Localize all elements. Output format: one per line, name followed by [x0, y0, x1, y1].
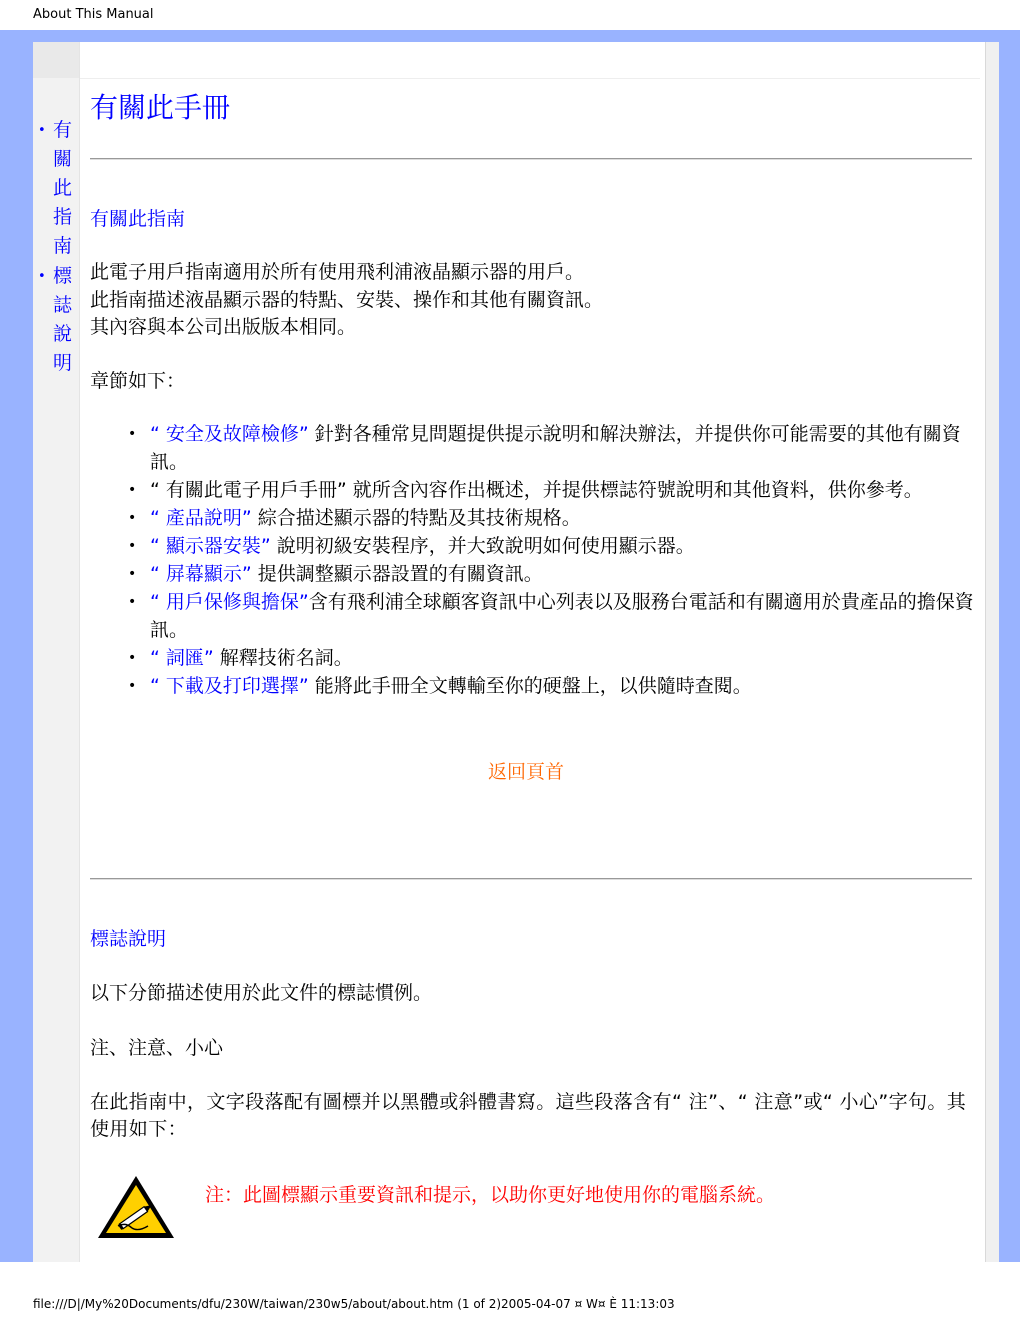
list-item [128, 588, 978, 644]
list-bullet: • [128, 482, 137, 498]
nav-bullet: • [38, 269, 46, 284]
list-bullet: • [128, 566, 137, 582]
window-title: About This Manual [33, 7, 154, 22]
list-bullet: • [128, 538, 137, 554]
nav-item-about-guide[interactable] [38, 116, 76, 266]
notation-body: 在此指南中，文字段落配有圖標并以黑體或斜體書寫。這些段落含有“ 注”、“ 注意”或“ 小心”字句。其使用如下： [90, 1091, 967, 1140]
chapter-link-osd[interactable]: “ 屏幕顯示” [150, 563, 252, 585]
list-bullet: • [128, 594, 137, 610]
section-heading-about-guide: 有關此指南 [90, 208, 186, 230]
chapter-desc: 針對各種常見問題提供提示說明和解決辦法，并提供你可能需要的其他有關資訊。 [150, 423, 961, 473]
chapter-desc: 就所含內容作出概述，并提供標誌符號說明和其他資料，供你參考。 [346, 479, 923, 501]
chapter-link-safety[interactable]: “ 安全及故障檢修” [150, 423, 309, 445]
chapters-intro: 章節如下： [90, 370, 186, 392]
list-item [128, 560, 978, 588]
file-path-footer: file:///D|/My%20Documents/dfu/230W/taiwan/230w5/about/about.htm (1 of 2)2005-04-07 ¤ W¤ È 11:13:03 [33, 1297, 675, 1311]
divider [90, 878, 972, 880]
back-to-top-link[interactable]: 返回頁首 [488, 761, 565, 783]
section-heading-notation: 標誌說明 [90, 928, 167, 950]
chapter-list [128, 420, 978, 700]
chapter-link-product-info[interactable]: “ 產品說明” [150, 507, 252, 529]
list-item [128, 672, 978, 700]
chapter-link-install[interactable]: “ 顯示器安裝” [150, 535, 271, 557]
list-item [128, 644, 978, 672]
chapter-desc: 含有飛利浦全球顧客資訊中心列表以及服務台電話和有關適用於貴產品的擔保資訊。 [150, 591, 974, 641]
notation-subheading: 注、注意、小心 [90, 1037, 224, 1059]
notation-intro: 以下分節描述使用於此文件的標誌慣例。 [90, 982, 433, 1004]
chapter-desc: 能將此手冊全文轉輸至你的硬盤上，以供隨時查閱。 [308, 675, 752, 697]
note-text: 注：此圖標顯示重要資訊和提示，以助你更好地使用你的電腦系統。 [205, 1184, 776, 1206]
list-bullet: • [128, 650, 137, 666]
nav-item-notation[interactable] [38, 262, 76, 382]
list-item [128, 504, 978, 532]
chapter-link-download[interactable]: “ 下載及打印選擇” [150, 675, 309, 697]
list-bullet: • [128, 510, 137, 526]
chapter-desc: 綜合描述顯示器的特點及其技術規格。 [251, 507, 581, 529]
list-item [128, 532, 978, 560]
nav-bullet: • [38, 123, 46, 138]
chapter-title-about-manual: “ 有關此電子用戶手冊” [150, 479, 347, 501]
nav-label-about-guide[interactable]: 有關此指南 [53, 119, 73, 257]
chapter-desc: 說明初級安裝程序，并大致說明如何使用顯示器。 [270, 535, 695, 557]
list-bullet: • [128, 678, 137, 694]
list-bullet: • [128, 426, 137, 442]
divider [90, 158, 972, 160]
page-title: 有關此手冊 [90, 91, 231, 124]
nav-label-notation[interactable]: 標誌說明 [53, 265, 73, 374]
top-divider [80, 78, 980, 79]
left-nav-header [33, 42, 79, 78]
list-item [128, 420, 978, 476]
chapter-desc: 解釋技術名詞。 [213, 647, 353, 669]
chapter-desc: 提供調整顯示器設置的有關資訊。 [251, 563, 543, 585]
chapter-link-glossary[interactable]: “ 詞匯” [150, 647, 214, 669]
intro-line: 此電子用戶指南適用於所有使用飛利浦液晶顯示器的用戶。 [90, 261, 585, 283]
note-pencil-warning-icon [96, 1172, 176, 1244]
list-item [128, 476, 978, 504]
intro-line: 此指南描述液晶顯示器的特點、安裝、操作和其他有關資訊。 [90, 289, 604, 311]
scrollbar[interactable] [985, 42, 999, 1262]
chapter-link-warranty[interactable]: “ 用戶保修與擔保” [150, 591, 309, 613]
intro-line: 其內容與本公司出版版本相同。 [90, 316, 357, 338]
